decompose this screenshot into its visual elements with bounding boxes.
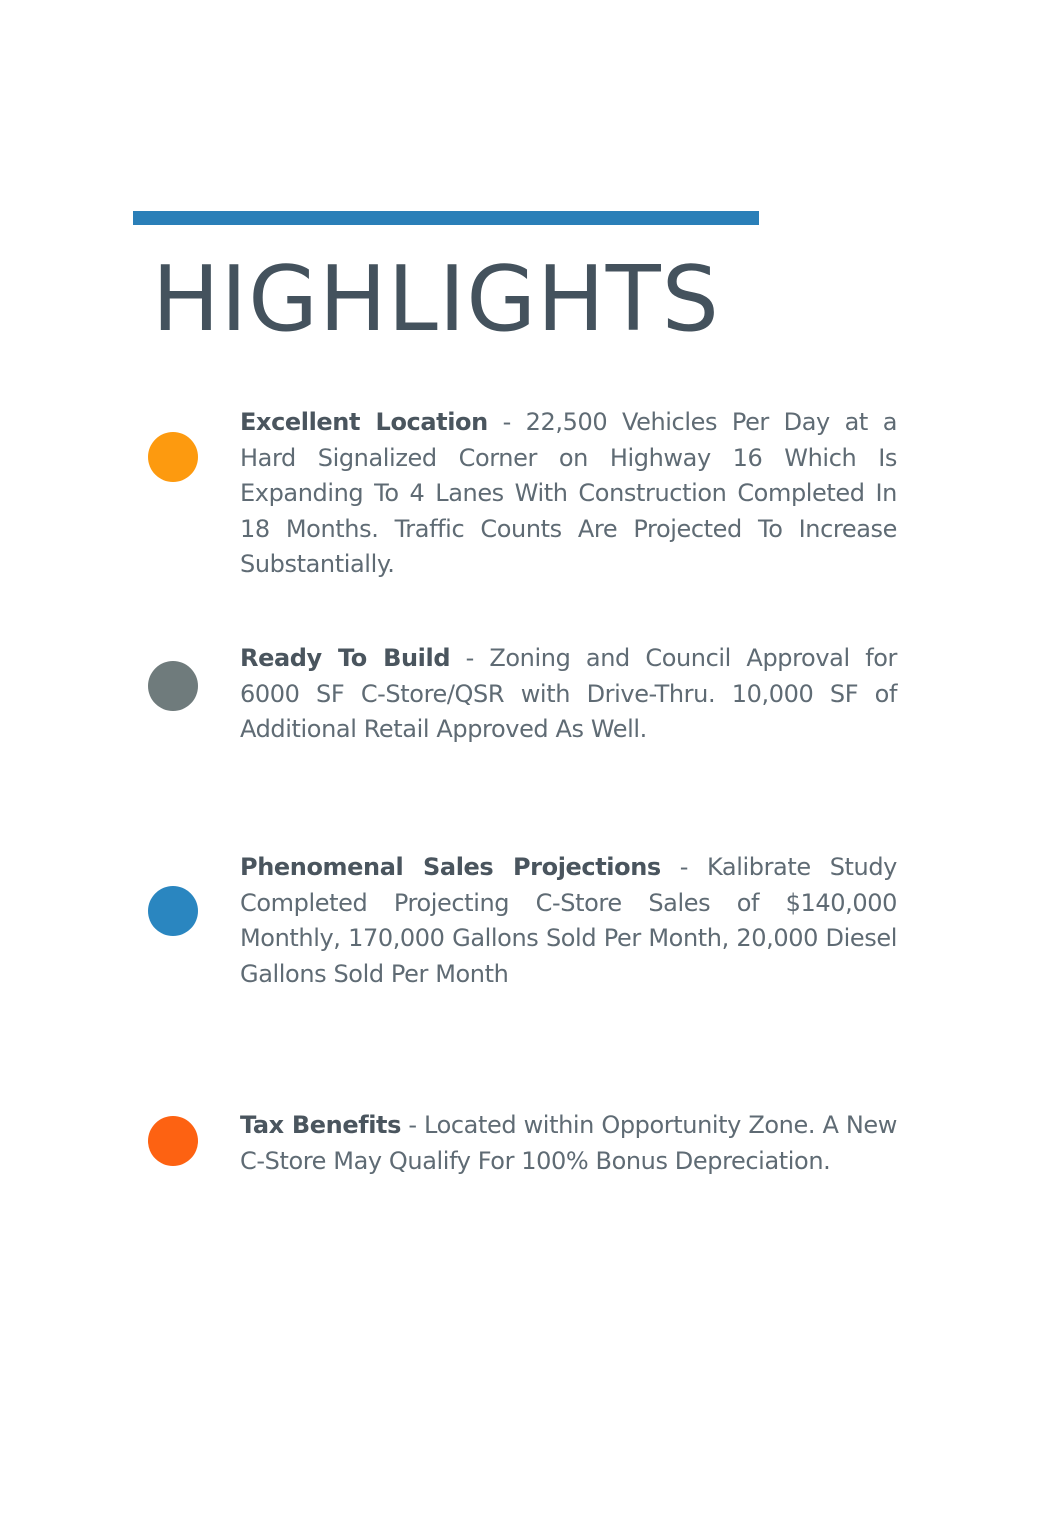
highlight-body: Located within Opportunity Zone. A New C-Store May Qualify For 100% Bonus Depreciation.: [240, 1111, 897, 1175]
orange-bullet-icon: [148, 432, 198, 482]
highlight-heading: Ready To Build: [240, 644, 451, 672]
title-accent-bar: [133, 211, 759, 225]
highlight-heading: Excellent Location: [240, 408, 488, 436]
highlight-text: [240, 850, 897, 992]
highlight-heading: Tax Benefits: [240, 1111, 402, 1139]
highlight-text: [240, 641, 897, 748]
gray-bullet-icon: [148, 661, 198, 711]
highlight-text: [240, 1108, 897, 1179]
highlight-separator: -: [660, 853, 707, 881]
highlight-body: Zoning and Council Approval for 6000 SF C-Store/QSR with Drive-Thru. 10,000 SF of Additional Retail Approved As Well.: [240, 644, 898, 743]
highlight-heading: Phenomenal Sales Projections: [240, 853, 661, 881]
highlight-text: [240, 405, 897, 583]
highlight-separator: -: [401, 1111, 425, 1139]
highlight-separator: -: [450, 644, 490, 672]
highlight-body: 22,500 Vehicles Per Day at a Hard Signalized Corner on Highway 16 Which Is Expanding To 4 Lanes With Construction Completed In 18 Months. Traffic Counts Are Projected To Increase Substantially.: [240, 408, 897, 578]
orange-red-bullet-icon: [148, 1116, 198, 1166]
highlight-separator: -: [487, 408, 526, 436]
highlight-body: Kalibrate Study Completed Projecting C-Store Sales of $140,000 Monthly, 170,000 Gallons Sold Per Month, 20,000 Diesel Gallons Sold Per Month: [240, 853, 897, 988]
page-title: HIGHLIGHTS: [152, 247, 720, 352]
blue-bullet-icon: [148, 886, 198, 936]
